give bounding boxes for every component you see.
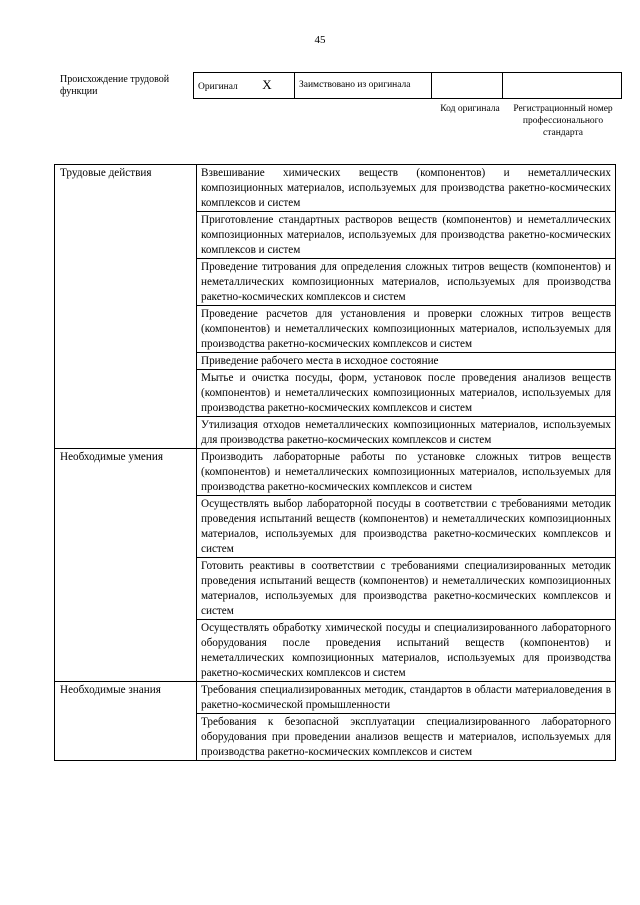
category-cell: Необходимые знания	[55, 682, 197, 761]
code-caption: Код оригинала	[440, 104, 500, 114]
origin-reg-cell	[503, 73, 622, 99]
origin-table	[193, 72, 622, 99]
origin-original-cell	[194, 73, 295, 99]
origin-borrowed-cell: Заимствовано из оригинала	[295, 73, 432, 99]
category-cell: Необходимые умения	[55, 449, 197, 682]
description-cell: Приведение рабочего места в исходное состояние	[197, 353, 616, 370]
labor-function-table	[54, 164, 616, 761]
description-cell: Производить лабораторные работы по установке сложных титров веществ (компонентов) и неметаллических композиционных материалов, используемых для производства ракетно-космических комплексов и систем	[197, 449, 616, 496]
page-number: 45	[314, 34, 326, 46]
origin-label: Происхождение трудовой функции	[60, 74, 170, 97]
description-cell: Мытье и очистка посуды, форм, установок после проведения анализов веществ (компонентов) и неметаллических композиционных материалов, используемых для производства ракетно-космических комплексов и систем	[197, 370, 616, 417]
description-cell: Осуществлять обработку химической посуды и специализированного лабораторного оборудования после проведения испытаний веществ (компонентов) и неметаллических композиционных материалов, используемых для производства ракетно-космических комплексов и систем	[197, 620, 616, 682]
category-cell: Трудовые действия	[55, 165, 197, 449]
description-cell: Проведение расчетов для установления и проверки сложных титров веществ (компонентов) и неметаллических композиционных материалов, используемых для производства ракетно-космических комплексов и систем	[197, 306, 616, 353]
table-row	[55, 682, 616, 714]
table-row	[55, 449, 616, 496]
description-cell: Взвешивание химических веществ (компонентов) и неметаллических композиционных материалов, используемых для производства ракетно-космических комплексов и систем	[197, 165, 616, 212]
description-cell: Требования специализированных методик, стандартов в области материаловедения в ракетно-космической промышленности	[197, 682, 616, 714]
description-cell: Проведение титрования для определения сложных титров веществ (компонентов) и неметаллических композиционных материалов, используемых для производства ракетно-космических комплексов и систем	[197, 259, 616, 306]
description-cell: Осуществлять выбор лабораторной посуды в соответствии с требованиями методик проведения испытаний веществ (компонентов) и неметаллических композиционных материалов, используемых для производства ракетно-космических комплексов и систем	[197, 496, 616, 558]
description-cell: Требования к безопасной эксплуатации специализированного лабораторного оборудования при проведении анализов веществ и материалов, используемых для производства ракетно-космических комплексов и систем	[197, 714, 616, 761]
description-cell: Утилизация отходов неметаллических композиционных материалов, используемых для производства ракетно-космических комплексов и систем	[197, 417, 616, 449]
description-cell: Приготовление стандартных растворов веществ (компонентов) и неметаллических композиционных материалов, используемых для производства ракетно-космических комплексов и систем	[197, 212, 616, 259]
origin-original-label: Оригинал	[198, 81, 238, 92]
origin-code-cell	[432, 73, 503, 99]
reg-caption: Регистрационный номер профессионального стандарта	[513, 104, 613, 138]
description-cell: Готовить реактивы в соответствии с требованиями специализированных методик проведения испытаний веществ (компонентов) и неметаллических композиционных материалов, используемых для производства ракетно-космических комплексов и систем	[197, 558, 616, 620]
origin-original-mark: X	[262, 76, 272, 92]
table-row	[55, 165, 616, 212]
